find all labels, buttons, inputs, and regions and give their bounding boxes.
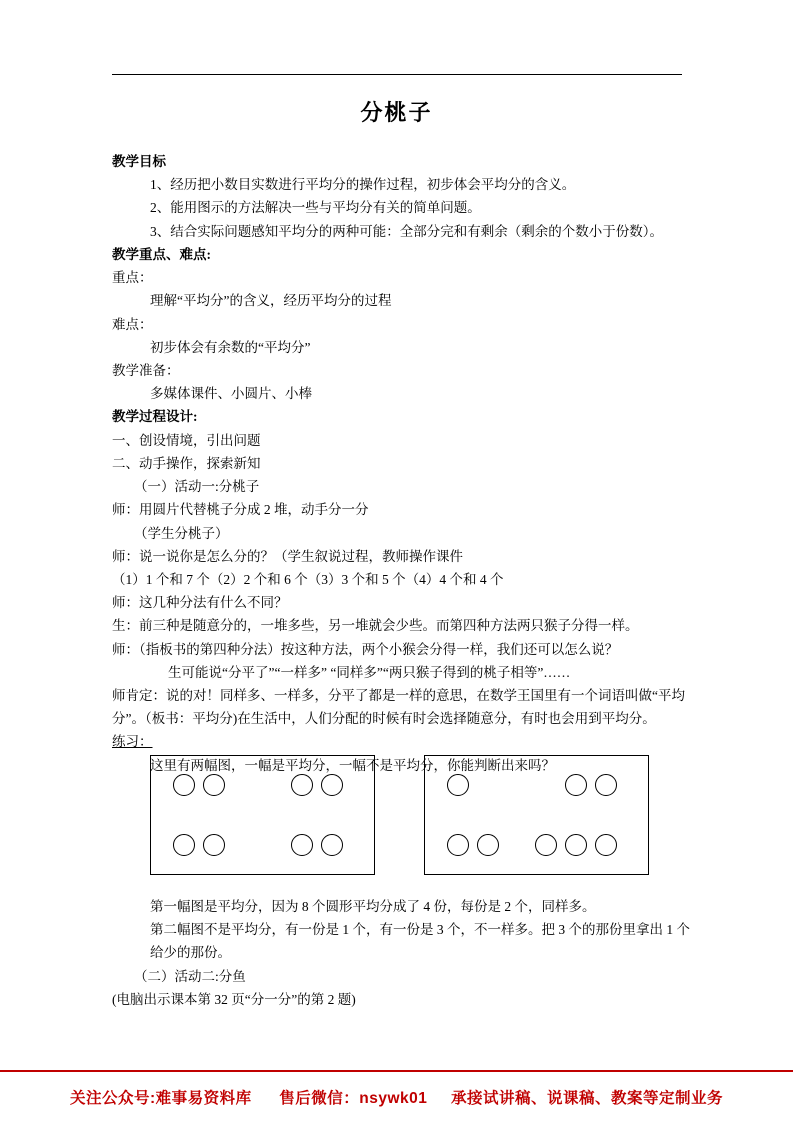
circle-shape — [321, 774, 343, 796]
paragraph: 多媒体课件、小圆片、小棒 — [150, 386, 312, 402]
document-body — [112, 150, 692, 777]
page-title: 分桃子 — [360, 100, 433, 125]
figure-group — [150, 755, 660, 875]
header-divider — [112, 74, 682, 75]
circle-shape — [173, 774, 195, 796]
paragraph: 师：（指板书的第四种分法）按这种方法，两个小猴会分得一样，我们还可以怎么说？ — [112, 641, 619, 657]
paragraph: 第二幅图不是平均分，有一份是 1 个，有一份是 3 个，不一样多。把 3 个的那份里拿出 1 个给少的那份。 — [150, 922, 690, 961]
circle-shape — [203, 774, 225, 796]
paragraph: 2、能用图示的方法解决一些与平均分有关的简单问题。 — [150, 200, 481, 216]
paragraph — [112, 730, 692, 753]
circle-shape — [535, 834, 557, 856]
circle-shape — [203, 834, 225, 856]
circle-shape — [477, 834, 499, 856]
section-heading: 教学目标 — [112, 154, 166, 169]
circle-shape — [291, 834, 313, 856]
paragraph: 二、动手操作，探索新知 — [112, 455, 261, 471]
footer-left-text: 关注公众号:难事易资料库 — [69, 1090, 252, 1107]
paragraph: 重点： — [112, 270, 153, 286]
section-heading: 教学重点、难点: — [112, 246, 211, 262]
paragraph: 理解“平均分”的含义，经历平均分的过程 — [150, 293, 392, 309]
paragraph: 一、创设情境，引出问题 — [112, 432, 261, 448]
circle-shape — [291, 774, 313, 796]
paragraph: 师：用圆片代替桃子分成 2 堆，动手分一分 — [112, 502, 369, 518]
circle-shape — [447, 774, 469, 796]
footer-text — [0, 1086, 793, 1108]
footer-right-text: 承接试讲稿、说课稿、教案等定制业务 — [451, 1090, 724, 1107]
circle-shape — [565, 834, 587, 856]
paragraph: 生可能说“分平了”“一样多” “同样多”“两只猴子得到的桃子相等”…… — [168, 664, 571, 680]
footer-banner — [0, 1070, 793, 1122]
equal-share-diagram — [150, 755, 375, 875]
paragraph: 教学准备： — [112, 362, 180, 378]
circle-shape — [447, 834, 469, 856]
paragraph: 师：说一说你是怎么分的？（学生叙说过程，教师操作课件 — [112, 548, 463, 564]
document-body-after-figure — [112, 895, 692, 1011]
circle-shape — [565, 774, 587, 796]
paragraph: 初步体会有余数的“平均分” — [150, 339, 311, 355]
paragraph: 师：这几种分法有什么不同？ — [112, 595, 288, 611]
paragraph: （一）活动一:分桃子 — [134, 479, 260, 495]
paragraph-text: 练习： — [112, 734, 153, 750]
paragraph: （学生分桃子） — [134, 525, 229, 541]
paragraph: 师肯定：说的对！同样多、一样多，分平了都是一样的意思，在数学王国里有一个词语叫做“平均分”。（板书：平均分)在生活中，人们分配的时候有时会选择随意分，有时也会用到平均分。 — [112, 688, 685, 727]
paragraph: (电脑出示课本第 32 页“分一分”的第 2 题) — [112, 991, 356, 1007]
footer-middle-text: 售后微信：nsywk01 — [279, 1090, 428, 1107]
unequal-share-diagram — [424, 755, 649, 875]
circle-shape — [595, 774, 617, 796]
paragraph: 3、结合实际问题感知平均分的两种可能：全部分完和有剩余（剩余的个数小于份数）。 — [150, 223, 663, 239]
circle-shape — [173, 834, 195, 856]
paragraph: 第一幅图是平均分，因为 8 个圆形平均分成了 4 份，每份是 2 个，同样多。 — [150, 899, 596, 914]
paragraph: 这里有两幅图，一幅是平均分，一幅不是平均分，你能判断出来吗？ — [150, 757, 555, 773]
paragraph: 难点： — [112, 316, 153, 332]
circle-shape — [321, 834, 343, 856]
paragraph: 生：前三种是随意分的，一堆多些，另一堆就会少些。而第四种方法两只猴子分得一样。 — [112, 618, 639, 634]
paragraph: （二）活动二:分鱼 — [134, 968, 246, 984]
paragraph: 1、经历把小数目实数进行平均分的操作过程，初步体会平均分的含义。 — [150, 177, 576, 193]
circle-shape — [595, 834, 617, 856]
section-heading: 教学过程设计: — [112, 409, 198, 425]
paragraph: （1）1 个和 7 个（2）2 个和 6 个（3）3 个和 5 个（4）4 个和 4 个 — [112, 571, 504, 587]
